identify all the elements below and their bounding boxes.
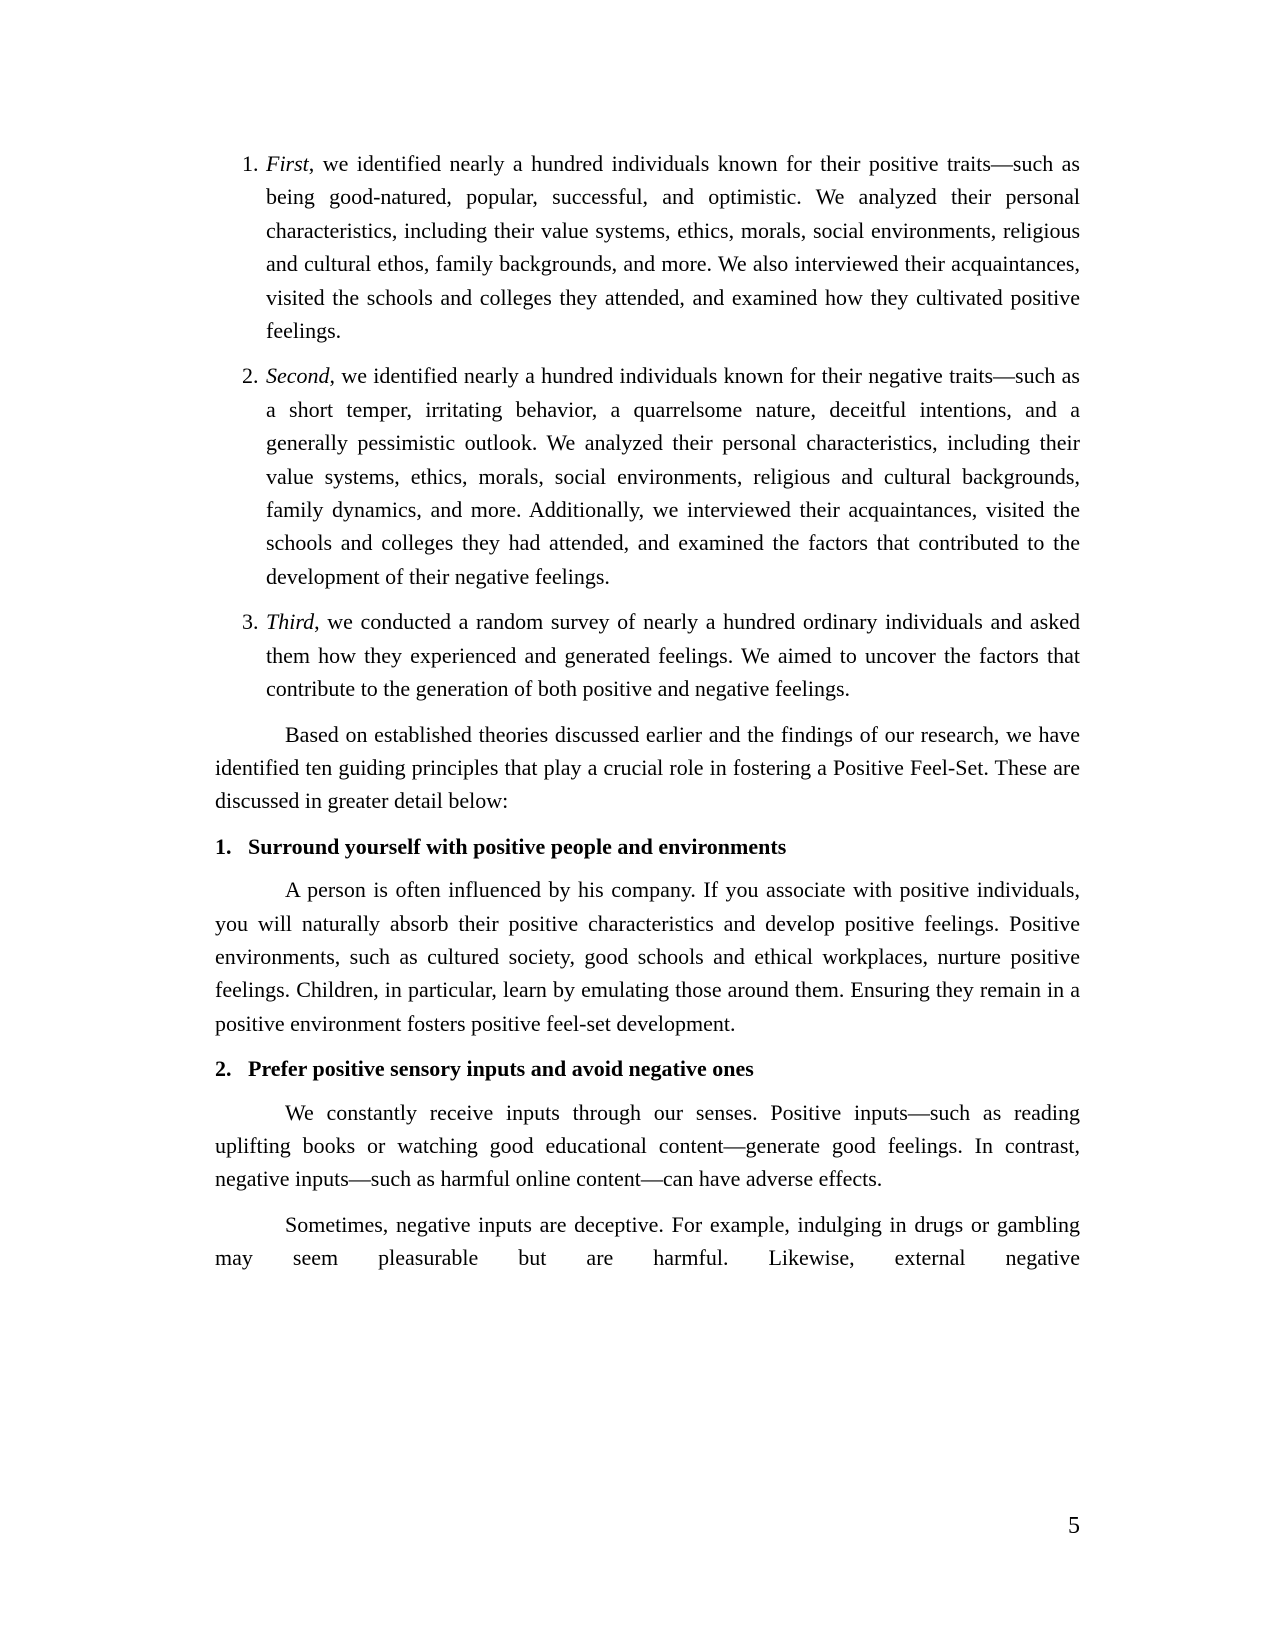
list-item-2-text: , we identified nearly a hundred individuals known for their negative traits—such as a short temper, irritating behavior, a quarrelsome nature, deceitful intentions, and a generally pessimistic outlook. We analyzed their personal characteristics, including their value systems, ethics, morals, social environments, religious and cultural backgrounds, family dynamics, and more. Additionally, we interviewed their acquaintances, visited the schools and colleges they had attended, and examined the factors that contributed to the development of their negative feelings. — [266, 363, 1080, 589]
page-number: 5 — [1068, 1513, 1080, 1539]
page-content — [215, 147, 1080, 1287]
list-item-3-lead: Third — [266, 609, 315, 635]
list-item-1-lead: First — [266, 151, 309, 176]
section-2-paragraph-2: Sometimes, negative inputs are deceptive. For example, indulging in drugs or gambling may seem pleasurable but are harmful. Likewise, external negative — [215, 1211, 1080, 1271]
list-item-3 — [242, 605, 1080, 705]
list-item-2-number: 2. — [242, 363, 259, 389]
intro-paragraph: Based on established theories discussed earlier and the findings of our research, we have identified ten guiding principles that play a crucial role in fostering a Positive Feel-Set. These are discussed in greater detail below: — [215, 721, 1080, 814]
section-2-paragraph-1: We constantly receive inputs through our senses. Positive inputs—such as reading uplifting books or watching good educational content—generate good feelings. In contrast, negative inputs—such as harmful online content—can have adverse effects. — [215, 1099, 1080, 1192]
section-heading-1 — [215, 830, 1080, 863]
list-item-1-number: 1. — [242, 151, 259, 176]
list-item-1-text: , we identified nearly a hundred individuals known for their positive traits—such as being good-natured, popular, successful, and optimistic. We analyzed their personal characteristics, including their value systems, ethics, morals, social environments, religious and cultural ethos, family backgrounds, and more. We also interviewed their acquaintances, visited the schools and colleges they attended, and examined how they cultivated positive feelings. — [266, 151, 1080, 344]
list-item-1 — [242, 147, 1080, 347]
section-1-paragraph-1: A person is often influenced by his company. If you associate with positive individuals, you will naturally absorb their positive characteristics and develop positive feelings. Positive environments, such as cultured society, good schools and ethical workplaces, nurture positive feelings. Children, in particular, learn by emulating those around them. Ensuring they remain in a positive environment fosters positive feel-set development. — [215, 877, 1080, 1036]
list-item-2-lead: Second — [266, 363, 330, 389]
section-heading-1-number: 1. — [215, 833, 232, 859]
section-heading-1-text: Surround yourself with positive people and environments — [248, 833, 787, 859]
section-heading-2-number: 2. — [215, 1056, 232, 1082]
list-item-2 — [242, 359, 1080, 593]
section-heading-2 — [215, 1052, 1080, 1085]
list-item-3-number: 3. — [242, 609, 259, 635]
section-heading-2-text: Prefer positive sensory inputs and avoid negative ones — [248, 1056, 754, 1082]
list-item-3-text: , we conducted a random survey of nearly a hundred ordinary individuals and asked them how they experienced and generated feelings. We aimed to uncover the factors that contribute to the generation of both positive and negative feelings. — [266, 609, 1080, 702]
